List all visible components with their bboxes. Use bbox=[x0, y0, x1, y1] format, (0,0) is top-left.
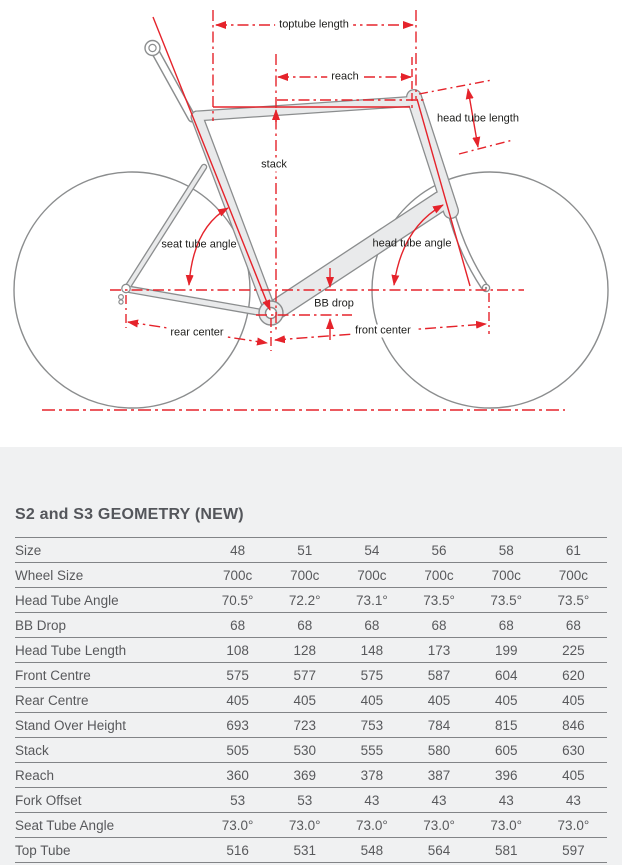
row-value: 61 bbox=[540, 538, 607, 563]
row-value: 575 bbox=[204, 663, 271, 688]
row-value: 360 bbox=[204, 763, 271, 788]
row-value: 753 bbox=[338, 713, 405, 738]
table-row bbox=[15, 563, 607, 588]
headtube-len-bottom bbox=[459, 140, 513, 154]
row-value: 700c bbox=[338, 563, 405, 588]
row-value: 43 bbox=[405, 788, 472, 813]
row-label: Reach bbox=[15, 763, 204, 788]
row-value: 72.2° bbox=[271, 588, 338, 613]
row-value: 43 bbox=[338, 788, 405, 813]
row-value: 516 bbox=[204, 838, 271, 863]
table-row bbox=[15, 788, 607, 813]
row-value: 587 bbox=[405, 663, 472, 688]
row-value: 846 bbox=[540, 713, 607, 738]
row-value: 405 bbox=[473, 688, 540, 713]
bb-drop-label: BB drop bbox=[314, 297, 354, 310]
row-value: 73.0° bbox=[405, 813, 472, 838]
row-value: 199 bbox=[473, 638, 540, 663]
row-value: 73.0° bbox=[540, 813, 607, 838]
row-value: 405 bbox=[271, 688, 338, 713]
table-row bbox=[15, 538, 607, 563]
row-label: Fork Offset bbox=[15, 788, 204, 813]
row-value: 73.5° bbox=[473, 588, 540, 613]
row-label: Head Tube Length bbox=[15, 638, 204, 663]
row-value: 577 bbox=[271, 663, 338, 688]
row-value: 73.1° bbox=[338, 588, 405, 613]
row-value: 564 bbox=[405, 838, 472, 863]
reach-label: reach bbox=[327, 71, 363, 84]
row-value: 53 bbox=[204, 788, 271, 813]
row-label: BB Drop bbox=[15, 613, 204, 638]
row-value: 70.5° bbox=[204, 588, 271, 613]
row-value: 700c bbox=[271, 563, 338, 588]
row-value: 68 bbox=[271, 613, 338, 638]
table-row bbox=[15, 638, 607, 663]
head-tube-angle-label: head tube angle bbox=[372, 237, 452, 250]
row-label: Rear Centre bbox=[15, 688, 204, 713]
row-value: 58 bbox=[473, 538, 540, 563]
row-value: 48 bbox=[204, 538, 271, 563]
row-label: Top Tube bbox=[15, 838, 204, 863]
row-value: 148 bbox=[338, 638, 405, 663]
row-value: 68 bbox=[338, 613, 405, 638]
head-tube-axis bbox=[417, 99, 470, 286]
row-value: 405 bbox=[540, 688, 607, 713]
row-value: 73.0° bbox=[271, 813, 338, 838]
seat-tube-axis bbox=[153, 17, 270, 310]
row-value: 405 bbox=[405, 688, 472, 713]
seatpost bbox=[145, 41, 192, 119]
row-value: 43 bbox=[473, 788, 540, 813]
row-value: 700c bbox=[405, 563, 472, 588]
row-value: 700c bbox=[204, 563, 271, 588]
row-value: 128 bbox=[271, 638, 338, 663]
dimension-lines bbox=[42, 10, 565, 410]
row-value: 73.5° bbox=[405, 588, 472, 613]
table-row bbox=[15, 738, 607, 763]
row-value: 581 bbox=[473, 838, 540, 863]
row-value: 580 bbox=[405, 738, 472, 763]
table-row bbox=[15, 838, 607, 863]
row-value: 43 bbox=[540, 788, 607, 813]
row-value: 68 bbox=[204, 613, 271, 638]
row-value: 505 bbox=[204, 738, 271, 763]
row-value: 405 bbox=[204, 688, 271, 713]
row-value: 815 bbox=[473, 713, 540, 738]
row-value: 68 bbox=[473, 613, 540, 638]
row-label: Stack bbox=[15, 738, 204, 763]
row-value: 68 bbox=[540, 613, 607, 638]
row-label: Head Tube Angle bbox=[15, 588, 204, 613]
row-value: 630 bbox=[540, 738, 607, 763]
row-value: 605 bbox=[473, 738, 540, 763]
geometry-table-section bbox=[0, 447, 622, 865]
row-value: 784 bbox=[405, 713, 472, 738]
rear-center-label: rear center bbox=[166, 327, 227, 340]
row-value: 51 bbox=[271, 538, 338, 563]
headtube-len-top bbox=[419, 80, 492, 94]
row-value: 173 bbox=[405, 638, 472, 663]
row-value: 396 bbox=[473, 763, 540, 788]
row-value: 700c bbox=[540, 563, 607, 588]
row-value: 575 bbox=[338, 663, 405, 688]
row-value: 597 bbox=[540, 838, 607, 863]
toptube-length-label: toptube length bbox=[275, 19, 353, 32]
row-value: 620 bbox=[540, 663, 607, 688]
table-row bbox=[15, 763, 607, 788]
row-value: 700c bbox=[473, 563, 540, 588]
row-value: 56 bbox=[405, 538, 472, 563]
row-value: 68 bbox=[405, 613, 472, 638]
front-wheel bbox=[372, 172, 608, 408]
row-value: 225 bbox=[540, 638, 607, 663]
rear-dropout bbox=[119, 284, 131, 304]
frame-outline bbox=[127, 97, 451, 313]
row-value: 73.0° bbox=[204, 813, 271, 838]
seat-tube-angle-label: seat tube angle bbox=[161, 238, 237, 251]
row-label: Seat Tube Angle bbox=[15, 813, 204, 838]
row-value: 378 bbox=[338, 763, 405, 788]
row-value: 53 bbox=[271, 788, 338, 813]
head-tube-length-label: head tube length bbox=[437, 112, 519, 125]
row-label: Size bbox=[15, 538, 204, 563]
frame-fill bbox=[127, 97, 451, 313]
row-label: Wheel Size bbox=[15, 563, 204, 588]
table-row bbox=[15, 588, 607, 613]
row-value: 723 bbox=[271, 713, 338, 738]
geometry-table-body bbox=[15, 538, 607, 863]
row-value: 73.0° bbox=[473, 813, 540, 838]
row-value: 387 bbox=[405, 763, 472, 788]
table-row bbox=[15, 713, 607, 738]
row-value: 604 bbox=[473, 663, 540, 688]
row-value: 555 bbox=[338, 738, 405, 763]
stack-label: stack bbox=[257, 159, 291, 172]
row-label: Stand Over Height bbox=[15, 713, 204, 738]
table-row bbox=[15, 613, 607, 638]
row-value: 548 bbox=[338, 838, 405, 863]
row-value: 73.5° bbox=[540, 588, 607, 613]
table-title: S2 and S3 GEOMETRY (NEW) bbox=[15, 506, 244, 523]
row-value: 531 bbox=[271, 838, 338, 863]
row-value: 369 bbox=[271, 763, 338, 788]
table-row bbox=[15, 688, 607, 713]
table-row bbox=[15, 663, 607, 688]
row-value: 405 bbox=[540, 763, 607, 788]
row-value: 530 bbox=[271, 738, 338, 763]
front-center-label: front center bbox=[351, 325, 415, 338]
row-value: 405 bbox=[338, 688, 405, 713]
row-value: 54 bbox=[338, 538, 405, 563]
geometry-table bbox=[15, 537, 607, 863]
row-value: 108 bbox=[204, 638, 271, 663]
row-value: 693 bbox=[204, 713, 271, 738]
row-label: Front Centre bbox=[15, 663, 204, 688]
table-row bbox=[15, 813, 607, 838]
row-value: 73.0° bbox=[338, 813, 405, 838]
